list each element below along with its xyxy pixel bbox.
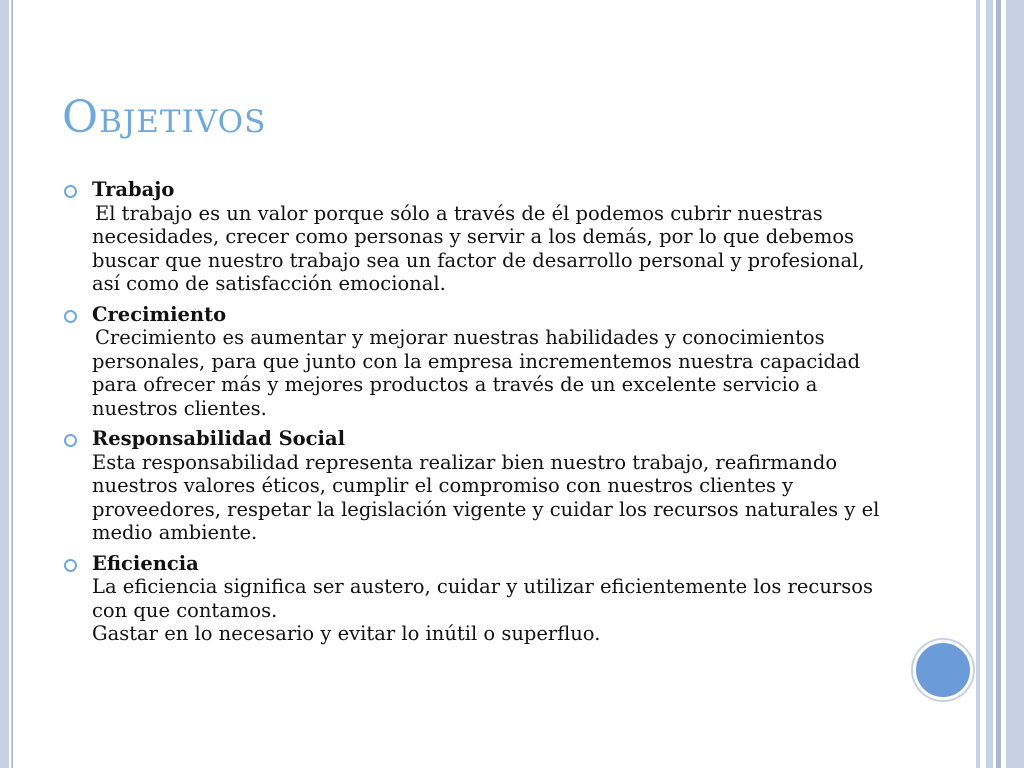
slide-frame-right <box>976 0 1024 768</box>
list-item <box>62 427 892 545</box>
bullet-icon <box>64 310 77 323</box>
item-body: Crecimiento es aumentar y mejorar nuestras habilidades y conocimientos personales, para que junto con la empresa incrementemos nuestra capacidad para ofrecer más y mejores productos a través de un excelente servicio a nuestros clientes. <box>92 326 861 420</box>
slide-frame-left <box>0 0 13 768</box>
item-heading: Responsabilidad Social <box>92 427 345 450</box>
item-heading: Crecimiento <box>92 302 227 326</box>
item-body: La eficiencia significa ser austero, cuidar y utilizar eficientemente los recursos con que contamos. <box>92 575 873 622</box>
item-body: El trabajo es un valor porque sólo a través de él podemos cubrir nuestras necesidades, crecer como personas y servir a los demás, por lo que debemos buscar que nuestro trabajo sea un factor de desarrollo personal y profesional, así como de satisfacción emocional. <box>92 201 865 295</box>
slide-title: Objetivos <box>62 92 267 143</box>
item-heading: Eficiencia <box>92 551 199 575</box>
list-item <box>62 552 892 646</box>
bullet-icon <box>64 434 77 447</box>
decorative-circle-icon <box>913 640 973 700</box>
item-body: Esta responsabilidad representa realizar bien nuestro trabajo, reafirmando nuestros valores éticos, cumplir el compromiso con nuestros clientes y proveedores, respetar la legislación vigente y cuidar los recursos naturales y el medio ambiente. <box>92 450 880 544</box>
list-item <box>62 303 892 421</box>
list-item <box>62 178 892 296</box>
slide-content <box>62 178 892 653</box>
bullet-icon <box>64 559 77 572</box>
item-body-extra: Gastar en lo necesario y evitar lo inútil o superfluo. <box>92 622 601 645</box>
item-heading: Trabajo <box>92 178 175 201</box>
bullet-icon <box>64 185 77 198</box>
